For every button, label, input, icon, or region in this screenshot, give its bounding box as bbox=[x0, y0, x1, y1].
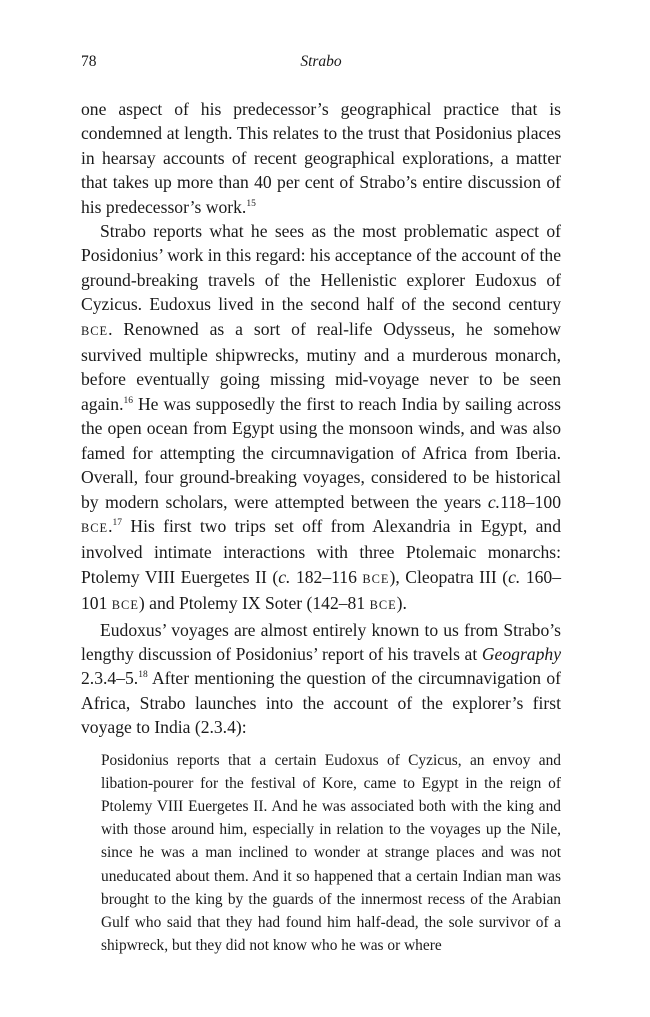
page-header bbox=[81, 53, 561, 73]
block-quote: Posidonius reports that a certain Eudoxus of Cyzicus, an envoy and libation-pourer for the festival of Kore, came to Egypt in the reign of Ptolemy VIII Euergetes II. And he was associated both with the king and with those around him, especially in relation to the voyages up the Nile, since he was a man inclined to wonder at strange places and was not uneducated about them. And it so happened that a certain Indian man was brought to the king by the guards of the innermost recess of the Arabian Gulf who said that they had found him half-dead, the sole survivor of a shipwreck, but they did not know who he was or where bbox=[101, 751, 561, 955]
running-head: Strabo bbox=[300, 53, 342, 70]
page-number: 78 bbox=[81, 53, 97, 70]
circa-abbrev: c. bbox=[508, 566, 521, 587]
era-abbrev: BCE bbox=[81, 520, 109, 535]
era-abbrev: BCE bbox=[81, 323, 109, 338]
era-abbrev: BCE bbox=[369, 598, 397, 613]
work-title: Geography bbox=[481, 643, 561, 664]
footnote-ref-18[interactable]: 18 bbox=[138, 670, 148, 681]
body-text bbox=[81, 97, 561, 957]
paragraph-2: Strabo reports what he sees as the most problematic aspect of Posidonius’ work in this regard: his acceptance of the account of the ground-breaking travels of the Hellenistic explorer Eudoxus of Cyzicus. Eudoxus lived in the second half of the second century BCE. Renowned as a sort of real-life Odysseus, he somehow survived multiple shipwrecks, mutiny and a murderous monarch, before eventually going missing mid-voyage never to be seen again.$^{16}$ He was supposedly the first to reach India by sailing across the open ocean from Egypt using the monsoon winds, and was also famed for attempting the circumnavigation of Africa from Iberia. Overall, four ground-breaking voyages, considered to be historical by modern scholars, were attempted between the years c.118–100 BCE.$^{17}$ His first two trips set off from Alexandria in Egypt, and involved intimate interactions with three Ptolemaic monarchs: Ptolemy VIII Euergetes II (c. 182–116 BCE), Cleopatra III (c. 160–101 BCE) and Ptolemy IX Soter (142–81 BCE). bbox=[81, 221, 561, 614]
footnote-ref-17[interactable]: 17 bbox=[112, 517, 123, 528]
circa-abbrev: c. bbox=[487, 491, 501, 512]
era-abbrev: BCE bbox=[111, 598, 139, 613]
circa-abbrev: c. bbox=[278, 566, 291, 587]
footnote-ref-15[interactable]: 15 bbox=[246, 198, 256, 209]
paragraph-1: one aspect of his predecessor’s geographical practice that is condemned at length. This relates to the trust that Posidonius places in hearsay accounts of recent geographical explorations, a matter that takes up more than 40 per cent of Strabo’s entire discussion of his predecessor’s work.$^{15}$ bbox=[81, 99, 561, 217]
paragraph-3: Eudoxus’ voyages are almost entirely known to us from Strabo’s lengthy discussion of Posidonius’ report of his travels at Geography 2.3.4–5.18 After mentioning the question of the circumnavigation of Africa, Strabo launches into the account of the explorer’s first voyage to India (2.3.4): bbox=[81, 619, 561, 738]
era-abbrev: BCE bbox=[362, 571, 390, 586]
footnote-ref-16[interactable]: 16 bbox=[123, 395, 133, 406]
